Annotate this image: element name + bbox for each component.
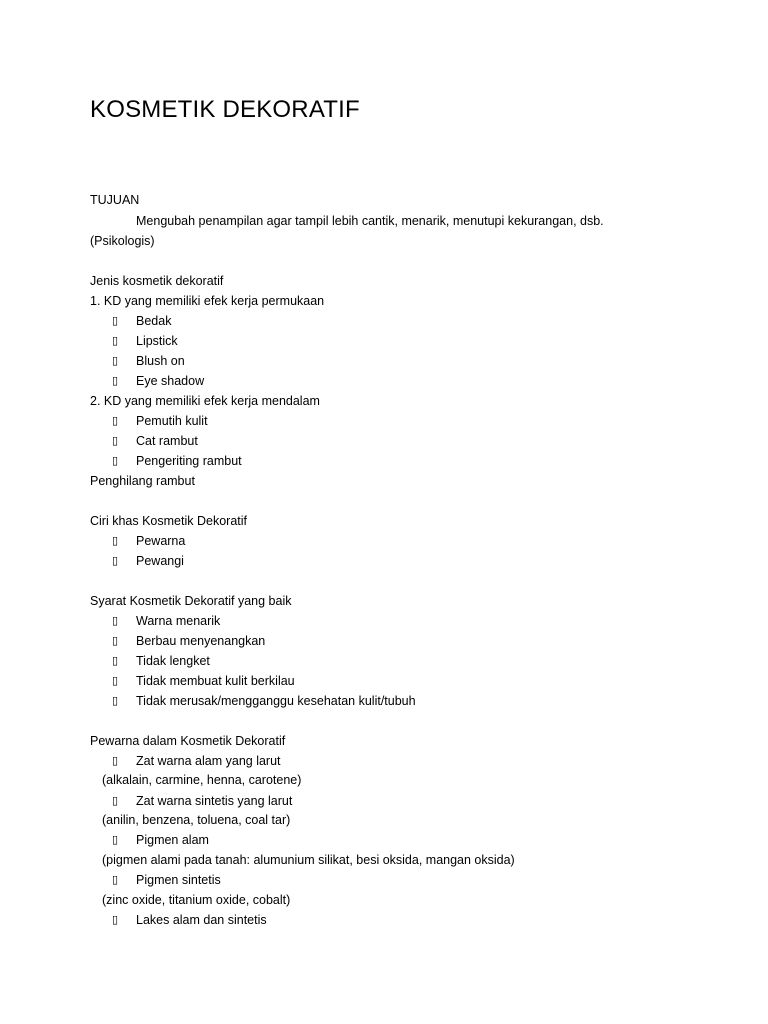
list-item: Eye shadow xyxy=(136,374,205,388)
bullet-icon: ▯ xyxy=(111,554,119,567)
list-item: Pemutih kulit xyxy=(136,414,208,428)
bullet-icon: ▯ xyxy=(111,334,119,347)
list-item-note: (alkalain, carmine, henna, carotene) xyxy=(102,773,302,787)
list-item: Pigmen alam xyxy=(136,833,209,847)
section-heading-tujuan: TUJUAN xyxy=(90,193,140,207)
section-heading-jenis: Jenis kosmetik dekoratif xyxy=(90,274,224,288)
jenis-extra: Penghilang rambut xyxy=(90,474,195,488)
bullet-icon: ▯ xyxy=(111,754,119,767)
bullet-icon: ▯ xyxy=(111,614,119,627)
list-item: Pigmen sintetis xyxy=(136,873,221,887)
list-item-note: (zinc oxide, titanium oxide, cobalt) xyxy=(102,893,291,907)
jenis-group2-label: 2. KD yang memiliki efek kerja mendalam xyxy=(90,394,320,408)
section-heading-ciri: Ciri khas Kosmetik Dekoratif xyxy=(90,514,247,528)
list-item: Berbau menyenangkan xyxy=(136,634,266,648)
section-heading-syarat: Syarat Kosmetik Dekoratif yang baik xyxy=(90,594,292,608)
bullet-icon: ▯ xyxy=(111,694,119,707)
list-item: Pewarna xyxy=(136,534,186,548)
list-item: Warna menarik xyxy=(136,614,221,628)
bullet-icon: ▯ xyxy=(111,414,119,427)
list-item: Lipstick xyxy=(136,334,178,348)
bullet-icon: ▯ xyxy=(111,454,119,467)
bullet-icon: ▯ xyxy=(111,873,119,886)
list-item: Tidak membuat kulit berkilau xyxy=(136,674,295,688)
bullet-icon: ▯ xyxy=(111,794,119,807)
section-heading-pewarna: Pewarna dalam Kosmetik Dekoratif xyxy=(90,734,286,748)
bullet-icon: ▯ xyxy=(111,634,119,647)
bullet-icon: ▯ xyxy=(111,534,119,547)
jenis-group1-label: 1. KD yang memiliki efek kerja permukaan xyxy=(90,294,325,308)
list-item: Lakes alam dan sintetis xyxy=(136,913,267,927)
list-item: Blush on xyxy=(136,354,185,368)
list-item: Cat rambut xyxy=(136,434,198,448)
bullet-icon: ▯ xyxy=(111,314,119,327)
list-item: Bedak xyxy=(136,314,172,328)
list-item: Pewangi xyxy=(136,554,184,568)
document-title: KOSMETIK DEKORATIF xyxy=(90,96,360,123)
list-item: Tidak merusak/mengganggu kesehatan kulit/tubuh xyxy=(136,694,416,708)
tujuan-text: Mengubah penampilan agar tampil lebih cantik, menarik, menutupi kekurangan, dsb. xyxy=(136,214,604,228)
list-item-note: (anilin, benzena, toluena, coal tar) xyxy=(102,813,291,827)
list-item: Tidak lengket xyxy=(136,654,210,668)
list-item: Zat warna sintetis yang larut xyxy=(136,794,293,808)
list-item: Pengeriting rambut xyxy=(136,454,242,468)
bullet-icon: ▯ xyxy=(111,913,119,926)
bullet-icon: ▯ xyxy=(111,354,119,367)
bullet-icon: ▯ xyxy=(111,374,119,387)
bullet-icon: ▯ xyxy=(111,434,119,447)
bullet-icon: ▯ xyxy=(111,654,119,667)
bullet-icon: ▯ xyxy=(111,674,119,687)
list-item-note: (pigmen alami pada tanah: alumunium silikat, besi oksida, mangan oksida) xyxy=(102,853,515,867)
tujuan-note: (Psikologis) xyxy=(90,234,155,248)
list-item: Zat warna alam yang larut xyxy=(136,754,281,768)
bullet-icon: ▯ xyxy=(111,833,119,846)
